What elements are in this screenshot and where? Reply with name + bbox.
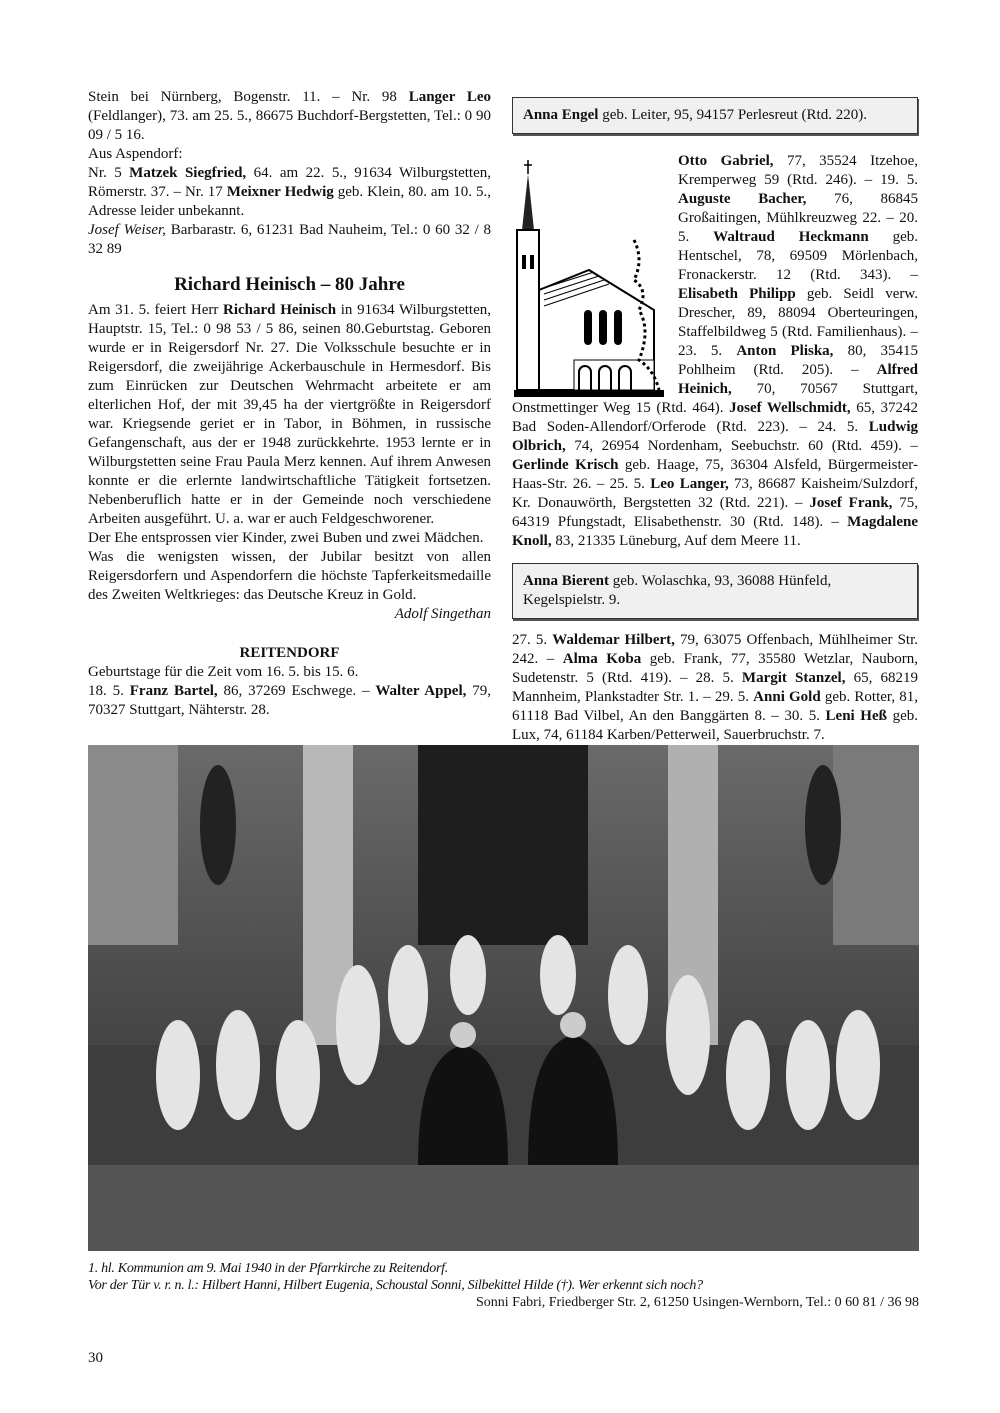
text-run: 86, 37269 Eschwege. – <box>217 683 376 699</box>
bold-name: Waltraud Heckmann <box>713 229 869 245</box>
text-run: 70, 70567 Stuttgart, Onstmettinger Weg 15 (Rtd. 464). <box>512 381 918 416</box>
text-run: geb. Hentschel, 78, 69509 Mörlenbach, Fronackerstr. 12 (Rtd. 343). – <box>678 229 918 283</box>
bold-name: Alfred Heinich, <box>678 362 918 397</box>
text-run: 77, 35524 Itzehoe, Kremperweg 59 (Rtd. 246). – 19. 5. <box>678 153 918 188</box>
paragraph <box>88 301 491 529</box>
bold-name: Meixner Hedwig <box>226 184 334 200</box>
bold-name: Franz Bartel, <box>129 683 218 699</box>
bold-name: Richard Heinisch <box>223 302 337 318</box>
article-heading: Richard Heinisch – 80 Jahre <box>174 274 405 295</box>
text-run: geb. Haage, 75, 36304 Alsfeld, Bürgermeister-Haas-Str. 26. – 25. 5. <box>512 457 918 492</box>
text-run: 76, 86845 Großaitingen, Mühlkreuzweg 22. – 20. 5. <box>678 191 919 245</box>
bold-name: Leo Langer, <box>650 476 729 492</box>
text-run: 79, 63075 Offenbach, Mühlheimer Str. 242. – <box>512 632 918 667</box>
paragraph <box>88 682 491 720</box>
bold-name: Waldemar Hilbert, <box>552 632 675 648</box>
bold-name: Margit Stanzel, <box>741 670 846 686</box>
group-photo <box>88 745 919 1251</box>
caption-title: 1. hl. Kommunion am 9. Mai 1940 in der Pfarrkirche zu Reitendorf. <box>88 1261 448 1276</box>
page-number: 30 <box>88 1350 103 1366</box>
text-run: 27. 5. <box>512 632 553 648</box>
bold-name: Walter Appel, <box>375 683 467 699</box>
text-run: Nr. 5 <box>88 165 130 181</box>
paragraph <box>88 164 491 221</box>
text-run: Der Ehe entsprossen vier Kinder, zwei Buben und zwei Mädchen. <box>88 530 484 546</box>
text-run: 65, 37242 Bad Soden-Allendorf/Orferode (Rtd. 223). – 24. 5. <box>512 400 918 435</box>
highlight-box <box>512 97 918 134</box>
text-run: geb. Seidl verw. Drescher, 89, 88094 Oberteuringen, Staffelbildweg 5 (Rtd. Familienhaus). – 23. 5. <box>678 286 918 359</box>
bold-name: Magdalene Knoll, <box>512 514 918 549</box>
church-illustration <box>514 160 664 397</box>
text-run: 83, 21335 Lüneburg, Auf dem Meere 11. <box>551 533 801 549</box>
text-run: 75, 64319 Pfungstadt, Elisabethenstr. 30 (Rtd. 148). – <box>512 495 918 530</box>
bold-name: Anton Pliska, <box>736 343 834 359</box>
author-signature: Adolf Singethan <box>394 606 491 622</box>
bold-name: Langer Leo <box>408 89 491 105</box>
bold-name: Ludwig Olbrich, <box>512 419 918 454</box>
paragraph <box>88 145 491 164</box>
text-run: geb. Klein, 80. am 10. 5., Adresse leider unbekannt. <box>88 184 491 219</box>
caption-credit: Sonni Fabri, Friedberger Str. 2, 61250 Usingen-Wernborn, Tel.: 0 60 81 / 36 98 <box>475 1295 919 1310</box>
text-run: Aus Aspendorf: <box>88 146 183 162</box>
bold-name: Otto Gabriel, <box>678 153 774 169</box>
text-run: Barbarastr. 6, 61231 Bad Nauheim, Tel.: 0 60 32 / 8 32 89 <box>88 222 491 257</box>
text-run: 64. am 22. 5., 91634 Wilburgstetten, Römerstr. 37. – Nr. 17 <box>88 165 492 200</box>
text-run: 73, 86687 Kaisheim/Sulzdorf, Kr. Donauwörth, Bergstetten 32 (Rtd. 221). – <box>512 476 918 511</box>
bold-name: Leni Heß <box>825 708 887 724</box>
paragraph <box>88 221 491 259</box>
right-column <box>512 88 918 745</box>
caption-names: Vor der Tür v. r. n. l.: Hilbert Hanni, Hilbert Eugenia, Schoustal Sonni, Silbekittel Hilde (†). Wer erkennt sich noch? <box>88 1278 703 1293</box>
paragraph <box>88 529 491 548</box>
paragraph <box>88 88 491 145</box>
italic-name: Josef Weiser, <box>88 222 166 238</box>
text-run: Was die wenigsten wissen, der Jubilar besitzt von allen Reigersdorfern und Aspendorfern die höchste Tapferkeitsmedaille des Zweiten Weltkrieges: das Deutsche Kreuz in Gold. <box>88 549 491 603</box>
text-run: Stein bei Nürnberg, Bogenstr. 11. – Nr. 98 <box>88 89 409 105</box>
section-heading: REITENDORF <box>239 645 340 661</box>
photo-caption <box>88 1260 919 1311</box>
bold-name: Auguste Bacher, <box>678 191 807 207</box>
bold-name: Josef Frank, <box>809 495 893 511</box>
bold-name: Anna Engel <box>523 107 599 123</box>
text-run: Geburtstage für die Zeit vom 16. 5. bis 15. 6. <box>88 664 359 680</box>
text-run: 74, 26954 Nordenham, Seebuchstr. 60 (Rtd. 459). – <box>565 438 918 454</box>
bold-name: Elisabeth Philipp <box>678 286 796 302</box>
text-run: geb. Wolaschka, 93, 36088 Hünfeld, Kegelspielstr. 9. <box>523 573 832 608</box>
highlight-box <box>512 563 918 619</box>
bold-name: Josef Wellschmidt, <box>729 400 851 416</box>
bold-name: Alma Koba <box>562 651 642 667</box>
text-run: 18. 5. <box>88 683 130 699</box>
left-column <box>88 88 491 720</box>
text-run: 79, 70327 Stuttgart, Nähterstr. 28. <box>88 683 492 718</box>
text-run: geb. Lux, 74, 61184 Karben/Petterweil, Sauerbruchstr. 7. <box>512 708 918 743</box>
bold-name: Anni Gold <box>753 689 821 705</box>
paragraph <box>512 631 918 745</box>
paragraph <box>88 663 491 682</box>
bold-name: Matzek Siegfried, <box>129 165 247 181</box>
paragraph <box>88 548 491 605</box>
bold-name: Gerlinde Krisch <box>512 457 619 473</box>
text-run: Am 31. 5. feiert Herr <box>88 302 224 318</box>
text-run: in 91634 Wilburgstetten, Hauptstr. 15, Tel.: 0 98 53 / 5 86, seinen 80.Geburtstag. Geboren wurde er in Reigersdorf Nr. 27. Die Volksschule besuchte er in Reigersdorf, die zweijährige Ackerbauschule in Hermesdorf. Bis zum Einrücken zur Deutschen Wehrmacht arbeitete er am elterlichen Hof, der mit 39,45 ha der viertgrößte in Reigersdorf war. Kriegsende geriet er in Tabor, in Böhmen, in russische Gefangenschaft, aus der er 1948 zurückkehrte. 1953 lernte er in Wilburgstetten seine Frau Paula Merz kennen. Auf ihrem Anwesen konnte er die erlernte landwirtschaftliche Tätigkeit fortsetzen. Nebenberuflich hatte er in der Gemeinde noch verschiedene Arbeiten ausgeführt. U. a. war er auch Feldgeschworener. <box>88 302 492 527</box>
text-run: geb. Leiter, 95, 94157 Perlesreut (Rtd. 220). <box>598 107 867 123</box>
text-run: geb. Frank, 77, 35580 Wetzlar, Nauborn, Sudetenstr. 5 (Rtd. 419). – 28. 5. <box>512 651 918 686</box>
bold-name: Anna Bierent <box>523 573 609 589</box>
text-run: 65, 68219 Mannheim, Plankstadter Str. 1. – 29. 5. <box>512 670 919 705</box>
text-run: 80, 35415 Pohlheim (Rtd. 205). – <box>678 343 919 378</box>
text-run: (Feldlanger), 73. am 25. 5., 86675 Buchdorf-Bergstetten, Tel.: 0 90 09 / 5 16. <box>88 108 491 143</box>
text-run: geb. Rotter, 81, 61118 Bad Vilbel, An den Banggärten 8. – 30. 5. <box>512 689 918 724</box>
